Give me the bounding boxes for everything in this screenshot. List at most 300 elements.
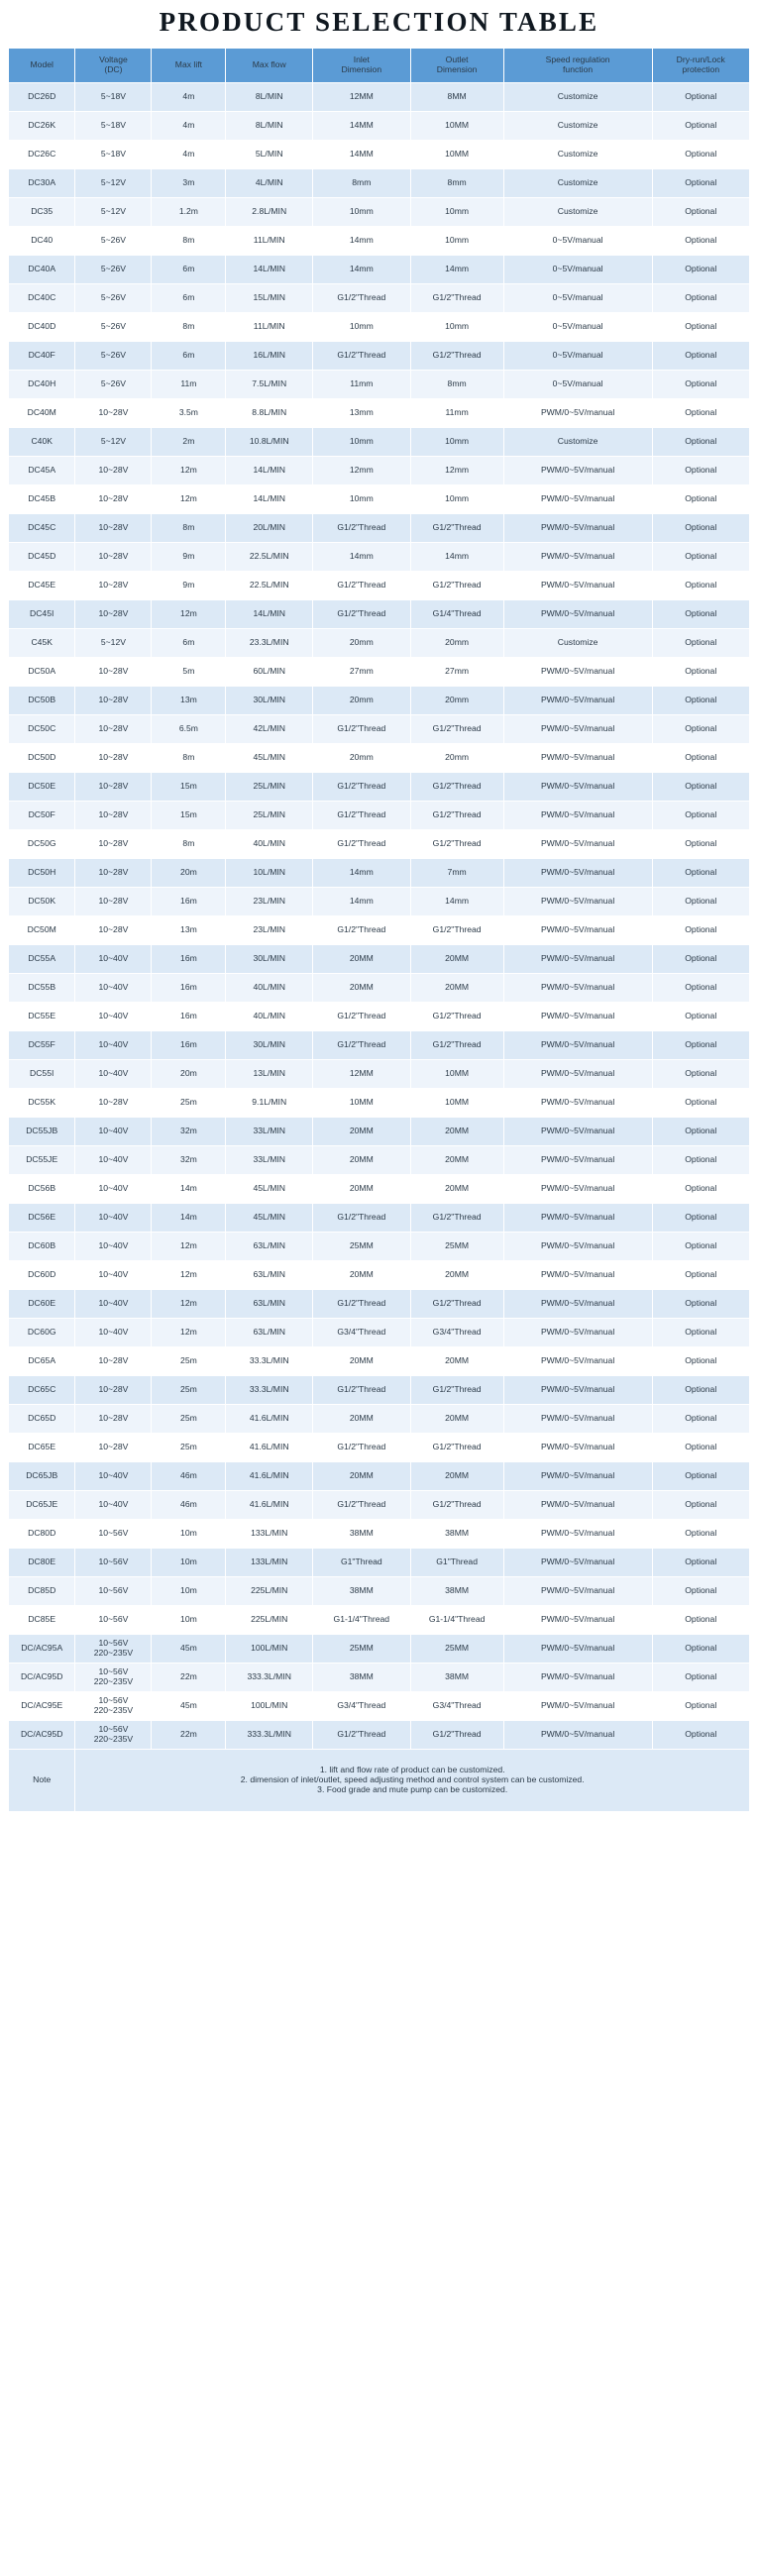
table-row [9, 1720, 750, 1749]
cell-speed-regulation: PWM/0~5V/manual [503, 1318, 652, 1346]
cell-outlet-dimension: 20MM [410, 1260, 503, 1289]
cell-max-lift: 8m [152, 312, 226, 341]
notes-body [75, 1749, 750, 1811]
cell-max-lift: 16m [152, 973, 226, 1002]
cell-model: DC55K [9, 1088, 75, 1117]
cell-voltage: 10~28V [75, 1346, 152, 1375]
cell-model: C45K [9, 628, 75, 657]
cell-model: DC26C [9, 140, 75, 168]
cell-max-flow: 63L/MIN [226, 1260, 313, 1289]
cell-max-flow: 8.8L/MIN [226, 398, 313, 427]
cell-speed-regulation: PWM/0~5V/manual [503, 1433, 652, 1461]
table-row [9, 140, 750, 168]
cell-voltage: 5~26V [75, 283, 152, 312]
cell-speed-regulation: 0~5V/manual [503, 312, 652, 341]
cell-voltage: 5~26V [75, 370, 152, 398]
cell-dry-run-protection: Optional [652, 283, 750, 312]
cell-model: DC80E [9, 1548, 75, 1576]
cell-max-lift: 8m [152, 743, 226, 772]
cell-model: DC85D [9, 1576, 75, 1605]
cell-max-flow: 14L/MIN [226, 456, 313, 484]
cell-speed-regulation: PWM/0~5V/manual [503, 456, 652, 484]
cell-voltage: 10~56V 220~235V [75, 1720, 152, 1749]
cell-voltage: 10~40V [75, 1260, 152, 1289]
cell-inlet-dimension: 14mm [313, 858, 410, 887]
cell-outlet-dimension: 20mm [410, 628, 503, 657]
cell-speed-regulation: Customize [503, 140, 652, 168]
cell-max-flow: 7.5L/MIN [226, 370, 313, 398]
cell-voltage: 10~28V [75, 1404, 152, 1433]
cell-max-flow: 225L/MIN [226, 1576, 313, 1605]
cell-outlet-dimension: 20mm [410, 686, 503, 714]
cell-speed-regulation: PWM/0~5V/manual [503, 1059, 652, 1088]
cell-max-lift: 6m [152, 628, 226, 657]
cell-inlet-dimension: 38MM [313, 1519, 410, 1548]
cell-voltage: 10~40V [75, 1232, 152, 1260]
cell-model: DC55A [9, 944, 75, 973]
table-row [9, 801, 750, 829]
cell-speed-regulation: PWM/0~5V/manual [503, 599, 652, 628]
cell-max-flow: 23L/MIN [226, 915, 313, 944]
cell-speed-regulation: 0~5V/manual [503, 370, 652, 398]
cell-speed-regulation: PWM/0~5V/manual [503, 801, 652, 829]
cell-outlet-dimension: G1-1/4"Thread [410, 1605, 503, 1634]
cell-model: DC50E [9, 772, 75, 801]
cell-max-lift: 25m [152, 1433, 226, 1461]
table-row [9, 427, 750, 456]
cell-dry-run-protection: Optional [652, 1318, 750, 1346]
table-row [9, 944, 750, 973]
table-row [9, 887, 750, 915]
cell-speed-regulation: PWM/0~5V/manual [503, 944, 652, 973]
cell-max-flow: 41.6L/MIN [226, 1433, 313, 1461]
cell-inlet-dimension: G1/2"Thread [313, 714, 410, 743]
cell-dry-run-protection: Optional [652, 427, 750, 456]
cell-inlet-dimension: 11mm [313, 370, 410, 398]
cell-max-flow: 133L/MIN [226, 1548, 313, 1576]
cell-max-lift: 25m [152, 1346, 226, 1375]
cell-model: DC26K [9, 111, 75, 140]
cell-dry-run-protection: Optional [652, 1030, 750, 1059]
cell-max-flow: 15L/MIN [226, 283, 313, 312]
cell-voltage: 10~28V [75, 599, 152, 628]
cell-dry-run-protection: Optional [652, 714, 750, 743]
cell-speed-regulation: PWM/0~5V/manual [503, 1232, 652, 1260]
cell-voltage: 10~28V [75, 571, 152, 599]
cell-outlet-dimension: 14mm [410, 255, 503, 283]
cell-model: DC60B [9, 1232, 75, 1260]
table-row [9, 1030, 750, 1059]
cell-max-flow: 8L/MIN [226, 111, 313, 140]
cell-voltage: 10~28V [75, 657, 152, 686]
cell-outlet-dimension: 20MM [410, 944, 503, 973]
cell-model: DC/AC95D [9, 1720, 75, 1749]
cell-voltage: 5~18V [75, 140, 152, 168]
table-row [9, 1691, 750, 1720]
cell-model: DC65JB [9, 1461, 75, 1490]
table-row [9, 571, 750, 599]
cell-voltage: 10~40V [75, 1030, 152, 1059]
cell-voltage: 10~28V [75, 772, 152, 801]
cell-dry-run-protection: Optional [652, 168, 750, 197]
cell-model: DC40D [9, 312, 75, 341]
table-row [9, 82, 750, 111]
cell-dry-run-protection: Optional [652, 255, 750, 283]
cell-voltage: 10~40V [75, 1289, 152, 1318]
cell-inlet-dimension: G1/2"Thread [313, 829, 410, 858]
cell-max-lift: 32m [152, 1145, 226, 1174]
table-row [9, 1289, 750, 1318]
cell-inlet-dimension: G3/4"Thread [313, 1318, 410, 1346]
cell-dry-run-protection: Optional [652, 1289, 750, 1318]
table-row [9, 858, 750, 887]
cell-dry-run-protection: Optional [652, 1232, 750, 1260]
cell-voltage: 10~40V [75, 1490, 152, 1519]
cell-max-flow: 10L/MIN [226, 858, 313, 887]
cell-outlet-dimension: G1/2"Thread [410, 1289, 503, 1318]
cell-outlet-dimension: 11mm [410, 398, 503, 427]
cell-model: DC85E [9, 1605, 75, 1634]
cell-max-lift: 22m [152, 1720, 226, 1749]
cell-model: DC50F [9, 801, 75, 829]
cell-voltage: 5~26V [75, 226, 152, 255]
cell-dry-run-protection: Optional [652, 599, 750, 628]
cell-dry-run-protection: Optional [652, 513, 750, 542]
cell-dry-run-protection: Optional [652, 1490, 750, 1519]
cell-voltage: 10~40V [75, 944, 152, 973]
table-row [9, 1203, 750, 1232]
cell-inlet-dimension: 13mm [313, 398, 410, 427]
cell-speed-regulation: PWM/0~5V/manual [503, 714, 652, 743]
column-header-inlet-dimension: Inlet Dimension [313, 48, 410, 82]
cell-dry-run-protection: Optional [652, 456, 750, 484]
note-line: 3. Food grade and mute pump can be customized. [317, 1783, 508, 1794]
cell-voltage: 10~40V [75, 1117, 152, 1145]
cell-max-lift: 4m [152, 140, 226, 168]
cell-inlet-dimension: G1/2"Thread [313, 1002, 410, 1030]
cell-dry-run-protection: Optional [652, 1203, 750, 1232]
cell-voltage: 5~12V [75, 427, 152, 456]
cell-max-flow: 14L/MIN [226, 599, 313, 628]
cell-model: DC65D [9, 1404, 75, 1433]
cell-dry-run-protection: Optional [652, 312, 750, 341]
cell-max-lift: 13m [152, 915, 226, 944]
cell-max-lift: 5m [152, 657, 226, 686]
cell-speed-regulation: PWM/0~5V/manual [503, 1289, 652, 1318]
cell-voltage: 10~28V [75, 456, 152, 484]
cell-dry-run-protection: Optional [652, 226, 750, 255]
cell-voltage: 5~18V [75, 82, 152, 111]
cell-dry-run-protection: Optional [652, 1691, 750, 1720]
cell-speed-regulation: PWM/0~5V/manual [503, 858, 652, 887]
cell-max-lift: 12m [152, 456, 226, 484]
cell-outlet-dimension: G1/2"Thread [410, 1375, 503, 1404]
cell-max-flow: 22.5L/MIN [226, 542, 313, 571]
table-row [9, 283, 750, 312]
cell-max-lift: 4m [152, 82, 226, 111]
cell-inlet-dimension: 12MM [313, 1059, 410, 1088]
cell-voltage: 10~28V [75, 513, 152, 542]
cell-inlet-dimension: 20MM [313, 1461, 410, 1490]
cell-model: DC30A [9, 168, 75, 197]
cell-inlet-dimension: G1/2"Thread [313, 915, 410, 944]
table-row [9, 312, 750, 341]
cell-max-lift: 12m [152, 1260, 226, 1289]
cell-max-lift: 46m [152, 1490, 226, 1519]
cell-outlet-dimension: 10mm [410, 312, 503, 341]
cell-max-flow: 333.3L/MIN [226, 1720, 313, 1749]
cell-speed-regulation: PWM/0~5V/manual [503, 1490, 652, 1519]
cell-voltage: 10~56V [75, 1548, 152, 1576]
table-row [9, 226, 750, 255]
cell-inlet-dimension: 20MM [313, 1404, 410, 1433]
table-row [9, 1260, 750, 1289]
cell-max-lift: 12m [152, 599, 226, 628]
cell-speed-regulation: PWM/0~5V/manual [503, 1691, 652, 1720]
cell-max-lift: 16m [152, 887, 226, 915]
table-row [9, 341, 750, 370]
cell-inlet-dimension: 10mm [313, 197, 410, 226]
cell-model: DC56E [9, 1203, 75, 1232]
cell-inlet-dimension: 10MM [313, 1088, 410, 1117]
cell-voltage: 10~28V [75, 1375, 152, 1404]
cell-dry-run-protection: Optional [652, 571, 750, 599]
cell-inlet-dimension: G1/2"Thread [313, 1289, 410, 1318]
cell-voltage: 10~28V [75, 686, 152, 714]
cell-model: DC65E [9, 1433, 75, 1461]
cell-max-lift: 20m [152, 1059, 226, 1088]
table-row [9, 542, 750, 571]
cell-max-lift: 8m [152, 829, 226, 858]
cell-dry-run-protection: Optional [652, 398, 750, 427]
cell-outlet-dimension: 10mm [410, 197, 503, 226]
cell-max-lift: 12m [152, 484, 226, 513]
table-row [9, 915, 750, 944]
cell-max-flow: 4L/MIN [226, 168, 313, 197]
cell-outlet-dimension: 38MM [410, 1576, 503, 1605]
cell-inlet-dimension: G1/2"Thread [313, 1375, 410, 1404]
cell-outlet-dimension: G1/2"Thread [410, 1002, 503, 1030]
cell-outlet-dimension: G1/2"Thread [410, 1433, 503, 1461]
cell-dry-run-protection: Optional [652, 1663, 750, 1691]
cell-dry-run-protection: Optional [652, 1059, 750, 1088]
cell-inlet-dimension: 14mm [313, 887, 410, 915]
cell-speed-regulation: PWM/0~5V/manual [503, 887, 652, 915]
cell-voltage: 10~28V [75, 714, 152, 743]
cell-model: DC40 [9, 226, 75, 255]
cell-outlet-dimension: G3/4"Thread [410, 1691, 503, 1720]
cell-dry-run-protection: Optional [652, 1260, 750, 1289]
cell-max-flow: 45L/MIN [226, 743, 313, 772]
table-row [9, 1375, 750, 1404]
cell-max-lift: 6m [152, 341, 226, 370]
cell-max-lift: 13m [152, 686, 226, 714]
cell-outlet-dimension: G1/2"Thread [410, 714, 503, 743]
cell-inlet-dimension: 20MM [313, 1174, 410, 1203]
cell-speed-regulation: PWM/0~5V/manual [503, 1260, 652, 1289]
cell-dry-run-protection: Optional [652, 484, 750, 513]
cell-dry-run-protection: Optional [652, 743, 750, 772]
cell-max-flow: 5L/MIN [226, 140, 313, 168]
cell-max-lift: 4m [152, 111, 226, 140]
cell-voltage: 10~40V [75, 1059, 152, 1088]
table-row [9, 1548, 750, 1576]
note-line: 2. dimension of inlet/outlet, speed adjusting method and control system can be customized. [240, 1773, 585, 1784]
cell-inlet-dimension: G1/2"Thread [313, 772, 410, 801]
table-row [9, 628, 750, 657]
cell-dry-run-protection: Optional [652, 1174, 750, 1203]
cell-speed-regulation: PWM/0~5V/manual [503, 743, 652, 772]
cell-inlet-dimension: 38MM [313, 1663, 410, 1691]
cell-dry-run-protection: Optional [652, 370, 750, 398]
cell-voltage: 10~56V [75, 1519, 152, 1548]
table-row [9, 197, 750, 226]
cell-speed-regulation: PWM/0~5V/manual [503, 1002, 652, 1030]
cell-speed-regulation: PWM/0~5V/manual [503, 513, 652, 542]
cell-max-lift: 6m [152, 283, 226, 312]
cell-max-flow: 14L/MIN [226, 484, 313, 513]
cell-voltage: 10~40V [75, 1174, 152, 1203]
cell-voltage: 10~56V [75, 1605, 152, 1634]
table-row [9, 1059, 750, 1088]
cell-speed-regulation: PWM/0~5V/manual [503, 1375, 652, 1404]
table-row [9, 1002, 750, 1030]
cell-max-flow: 11L/MIN [226, 312, 313, 341]
cell-speed-regulation: PWM/0~5V/manual [503, 1174, 652, 1203]
table-row [9, 1605, 750, 1634]
cell-max-lift: 9m [152, 542, 226, 571]
cell-model: DC40H [9, 370, 75, 398]
cell-dry-run-protection: Optional [652, 1145, 750, 1174]
cell-model: DC45A [9, 456, 75, 484]
cell-outlet-dimension: 25MM [410, 1634, 503, 1663]
cell-voltage: 5~12V [75, 168, 152, 197]
cell-model: DC40A [9, 255, 75, 283]
cell-max-flow: 25L/MIN [226, 801, 313, 829]
table-row [9, 398, 750, 427]
cell-inlet-dimension: G1/2"Thread [313, 599, 410, 628]
cell-voltage: 10~28V [75, 915, 152, 944]
cell-speed-regulation: PWM/0~5V/manual [503, 772, 652, 801]
table-row [9, 370, 750, 398]
cell-model: DC80D [9, 1519, 75, 1548]
cell-max-flow: 41.6L/MIN [226, 1461, 313, 1490]
cell-outlet-dimension: 25MM [410, 1232, 503, 1260]
cell-model: DC45D [9, 542, 75, 571]
cell-speed-regulation: 0~5V/manual [503, 283, 652, 312]
cell-inlet-dimension: 20mm [313, 628, 410, 657]
cell-inlet-dimension: 20mm [313, 743, 410, 772]
cell-speed-regulation: PWM/0~5V/manual [503, 1634, 652, 1663]
table-row [9, 1145, 750, 1174]
cell-max-lift: 20m [152, 858, 226, 887]
cell-model: DC55E [9, 1002, 75, 1030]
cell-inlet-dimension: 20MM [313, 1145, 410, 1174]
cell-outlet-dimension: 20mm [410, 743, 503, 772]
cell-outlet-dimension: 10MM [410, 140, 503, 168]
cell-max-flow: 133L/MIN [226, 1519, 313, 1548]
cell-speed-regulation: 0~5V/manual [503, 341, 652, 370]
cell-dry-run-protection: Optional [652, 1088, 750, 1117]
page-title: PRODUCT SELECTION TABLE [159, 7, 599, 37]
cell-max-flow: 40L/MIN [226, 973, 313, 1002]
cell-dry-run-protection: Optional [652, 973, 750, 1002]
cell-max-lift: 10m [152, 1519, 226, 1548]
cell-outlet-dimension: 8mm [410, 168, 503, 197]
table-row [9, 657, 750, 686]
cell-dry-run-protection: Optional [652, 341, 750, 370]
cell-inlet-dimension: G1/2"Thread [313, 283, 410, 312]
cell-speed-regulation: PWM/0~5V/manual [503, 1203, 652, 1232]
cell-inlet-dimension: G1/2"Thread [313, 1720, 410, 1749]
note-line: 1. lift and flow rate of product can be customized. [319, 1764, 505, 1774]
cell-outlet-dimension: 8MM [410, 82, 503, 111]
column-header-outlet-dimension: Outlet Dimension [410, 48, 503, 82]
column-header-speed-regulation: Speed regulation function [503, 48, 652, 82]
cell-speed-regulation: Customize [503, 168, 652, 197]
cell-max-lift: 25m [152, 1375, 226, 1404]
cell-inlet-dimension: 38MM [313, 1576, 410, 1605]
table-row [9, 1088, 750, 1117]
cell-max-lift: 14m [152, 1203, 226, 1232]
cell-max-flow: 63L/MIN [226, 1232, 313, 1260]
cell-model: DC35 [9, 197, 75, 226]
cell-dry-run-protection: Optional [652, 197, 750, 226]
cell-voltage: 5~12V [75, 197, 152, 226]
cell-max-flow: 45L/MIN [226, 1203, 313, 1232]
cell-max-flow: 100L/MIN [226, 1691, 313, 1720]
cell-voltage: 10~56V [75, 1576, 152, 1605]
cell-model: DC60D [9, 1260, 75, 1289]
cell-dry-run-protection: Optional [652, 1720, 750, 1749]
cell-dry-run-protection: Optional [652, 1002, 750, 1030]
cell-model: DC55JB [9, 1117, 75, 1145]
cell-max-flow: 11L/MIN [226, 226, 313, 255]
table-row [9, 772, 750, 801]
cell-model: DC55F [9, 1030, 75, 1059]
cell-speed-regulation: 0~5V/manual [503, 255, 652, 283]
cell-model: DC50B [9, 686, 75, 714]
cell-speed-regulation: PWM/0~5V/manual [503, 1519, 652, 1548]
table-row [9, 829, 750, 858]
cell-outlet-dimension: G1/2"Thread [410, 829, 503, 858]
cell-outlet-dimension: G1/2"Thread [410, 915, 503, 944]
cell-max-lift: 16m [152, 1030, 226, 1059]
cell-dry-run-protection: Optional [652, 1461, 750, 1490]
cell-voltage: 5~26V [75, 341, 152, 370]
cell-max-flow: 9.1L/MIN [226, 1088, 313, 1117]
cell-model: DC40M [9, 398, 75, 427]
cell-max-lift: 25m [152, 1088, 226, 1117]
cell-max-lift: 15m [152, 772, 226, 801]
cell-inlet-dimension: 14mm [313, 255, 410, 283]
cell-speed-regulation: 0~5V/manual [503, 226, 652, 255]
cell-outlet-dimension: 10MM [410, 1088, 503, 1117]
cell-inlet-dimension: G1/2"Thread [313, 513, 410, 542]
table-row [9, 484, 750, 513]
cell-inlet-dimension: G1/2"Thread [313, 571, 410, 599]
cell-voltage: 10~28V [75, 858, 152, 887]
cell-outlet-dimension: 10mm [410, 484, 503, 513]
cell-outlet-dimension: 20MM [410, 1145, 503, 1174]
cell-voltage: 10~28V [75, 743, 152, 772]
cell-voltage: 5~26V [75, 312, 152, 341]
cell-max-flow: 333.3L/MIN [226, 1663, 313, 1691]
cell-dry-run-protection: Optional [652, 801, 750, 829]
cell-dry-run-protection: Optional [652, 1433, 750, 1461]
cell-voltage: 10~28V [75, 829, 152, 858]
cell-max-lift: 14m [152, 1174, 226, 1203]
